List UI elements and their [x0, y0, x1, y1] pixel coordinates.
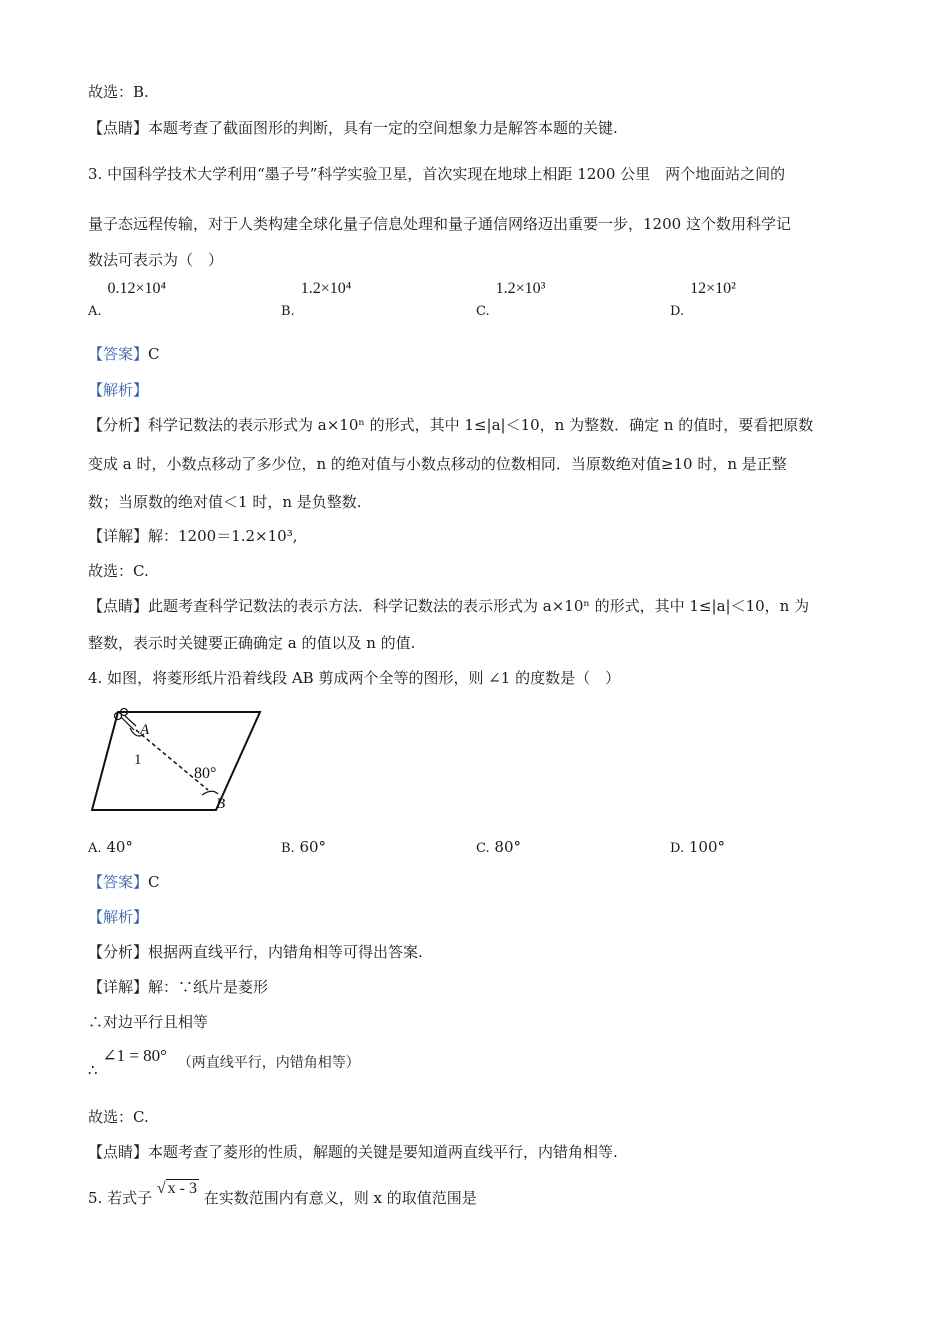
- q3-option-a[interactable]: A.0.12×10⁴: [88, 280, 167, 319]
- q3-answer: 【答案】C: [88, 345, 160, 363]
- q4-options: [88, 838, 868, 868]
- q4-option-c[interactable]: C. 80°: [476, 838, 521, 856]
- q4-dianjing: 【点睛】本题考查了菱形的性质，解题的关键是要知道两直线平行，内错角相等.: [88, 1143, 618, 1161]
- q4-stem: 4. 如图，将菱形纸片沿着线段 AB 剪成两个全等的图形，则 ∠1 的度数是（ ）: [88, 669, 621, 687]
- q3-option-d[interactable]: D.12×10²: [670, 280, 736, 319]
- comment-tag: 【点睛】: [88, 119, 149, 137]
- q4-xiangjie: 【详解】解：∵纸片是菱形: [88, 978, 269, 996]
- sqrt-expression: √ x - 3: [156, 1180, 197, 1197]
- svg-text:A: A: [140, 722, 150, 738]
- q3-option-c[interactable]: C.1.2×10³: [476, 280, 546, 319]
- svg-text:B: B: [216, 796, 226, 812]
- q4-step2: ∴对边平行且相等: [88, 1013, 209, 1031]
- q3-guxuan: 故选：C.: [88, 562, 149, 580]
- q3-dianjing-2: 整数，表示时关键要正确确定 a 的值以及 n 的值.: [88, 634, 416, 652]
- q3-fenxi-3: 数；当原数的绝对值＜1 时，n 是负整数.: [88, 493, 362, 511]
- q4-step3: ∴ ∠1 = 80° （两直线平行，内错角相等）: [88, 1046, 360, 1079]
- prev-conclusion: 故选：B.: [88, 83, 149, 101]
- svg-text:80°: 80°: [194, 765, 217, 782]
- rhombus-figure: [88, 700, 268, 819]
- q4-jiexi: 【解析】: [88, 908, 149, 926]
- q3-fenxi-1: 【分析】科学记数法的表示形式为 a×10ⁿ 的形式，其中 1≤|a|＜10，n 为整数．确定 n 的值时，要看把原数: [88, 416, 814, 434]
- prev-comment: 【点睛】本题考查了截面图形的判断，具有一定的空间想象力是解答本题的关键.: [88, 119, 618, 137]
- q3-option-b[interactable]: B.1.2×10⁴: [281, 280, 352, 319]
- q4-option-a[interactable]: A. 40°: [88, 838, 133, 856]
- q3-stem-line2: 量子态远程传输，对于人类构建全球化量子信息处理和量子通信网络迈出重要一步，1200 这个数用科学记: [88, 215, 791, 233]
- q4-fenxi: 【分析】根据两直线平行，内错角相等可得出答案.: [88, 943, 423, 961]
- q5-stem: 5. 若式子 √ x - 3 在实数范围内有意义，则 x 的取值范围是: [88, 1180, 477, 1207]
- q3-options: [88, 280, 868, 320]
- q4-answer: 【答案】C: [88, 873, 160, 891]
- q3-fenxi-2: 变成 a 时，小数点移动了多少位，n 的绝对值与小数点移动的位数相同．当原数绝对值≥10 时，n 是正整: [88, 455, 787, 473]
- q3-stem-line1: 3. 中国科学技术大学利用“墨子号”科学实验卫星，首次实现在地球上相距 1200 公里 两个地面站之间的: [88, 165, 786, 183]
- q4-option-b[interactable]: B. 60°: [281, 838, 327, 856]
- q3-stem-line3: 数法可表示为（ ）: [88, 251, 224, 269]
- q3-jiexi: 【解析】: [88, 381, 149, 399]
- q3-dianjing-1: 【点睛】此题考查科学记数法的表示方法．科学记数法的表示形式为 a×10ⁿ 的形式，其中 1≤|a|＜10，n 为: [88, 597, 810, 615]
- svg-text:1: 1: [134, 752, 142, 768]
- q4-option-d[interactable]: D. 100°: [670, 838, 726, 856]
- q4-guxuan: 故选：C.: [88, 1108, 149, 1126]
- q3-xiangjie: 【详解】解：1200＝1.2×10³,: [88, 527, 298, 545]
